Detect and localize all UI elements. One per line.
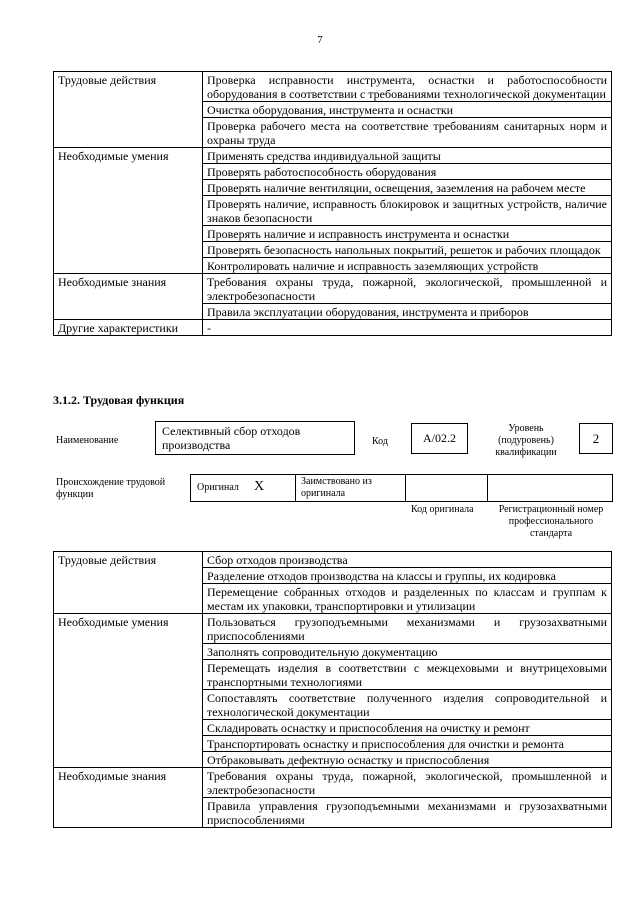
row-label: Необходимые знания [54, 768, 203, 828]
origin-label: Происхождение трудовой функции [56, 477, 166, 500]
origin-code-label: Код оригинала [411, 504, 474, 515]
row-label: Трудовые действия [54, 552, 203, 614]
row-item: Правила эксплуатации оборудования, инструмента и приборов [203, 304, 612, 320]
borrowed-label: Заимствовано из оригинала [301, 476, 372, 499]
table-row [54, 552, 612, 568]
row-item: Заполнять сопроводительную документацию [203, 644, 612, 660]
row-item: Очистка оборудования, инструмента и оснастки [203, 102, 612, 118]
row-item: Проверять наличие, исправность блокировок и защитных устройств, наличие знаков безопасности [203, 196, 612, 226]
reg-number-label: Регистрационный номер профессионального стандарта [498, 504, 604, 539]
row-item: Перемещать изделия в соответствии с межцеховыми и внутрицеховыми транспортными технологиями [203, 660, 612, 690]
row-item: Контролировать наличие и исправность заземляющих устройств [203, 258, 612, 274]
row-label: Необходимые умения [54, 148, 203, 274]
table-row [54, 72, 612, 102]
table-row [54, 274, 612, 304]
row-item: Проверять наличие и исправность инструмента и оснастки [203, 226, 612, 242]
name-box [155, 421, 355, 455]
labor-function-table-2 [53, 551, 612, 828]
table-row [54, 614, 612, 644]
row-item: Проверять работоспособность оборудования [203, 164, 612, 180]
table-row [54, 768, 612, 798]
section-title: 3.1.2. Трудовая функция [53, 393, 185, 407]
code-label: Код [372, 436, 388, 447]
row-item: Складировать оснастку и приспособления на очистку и ремонт [203, 720, 612, 736]
name-value: Селективный сбор отходов производства [162, 424, 301, 452]
row-label: Трудовые действия [54, 72, 203, 148]
level-label: Уровень (подуровень) квалификации [495, 423, 557, 458]
divider [295, 474, 296, 502]
row-item: Сбор отходов производства [203, 552, 612, 568]
divider [487, 474, 488, 502]
name-label: Наименование [56, 435, 119, 446]
row-item: Требования охраны труда, пожарной, экологической, промышленной и электробезопасности [203, 274, 612, 304]
row-item: Пользоваться грузоподъемными механизмами и грузозахватными приспособлениями [203, 614, 612, 644]
row-item: Разделение отходов производства на классы и группы, их кодировка [203, 568, 612, 584]
row-item: Проверка исправности инструмента, оснастки и работоспособности оборудования в соответствии с требованиями технологической документации [203, 72, 612, 102]
row-label: Другие характеристики [54, 320, 203, 336]
level-value: 2 [579, 423, 613, 454]
row-item: - [203, 320, 612, 336]
row-item: Отбраковывать дефектную оснастку и приспособления [203, 752, 612, 768]
row-item: Перемещение собранных отходов и разделенных по классам и группам к местам их упаковки, транспортировки и утилизации [203, 584, 612, 614]
code-value: А/02.2 [411, 423, 468, 454]
row-item: Применять средства индивидуальной защиты [203, 148, 612, 164]
row-label: Необходимые знания [54, 274, 203, 320]
row-item: Сопоставлять соответствие полученного изделия сопроводительной и технологической документации [203, 690, 612, 720]
row-item: Проверка рабочего места на соответствие требованиям санитарных норм и охраны труда [203, 118, 612, 148]
row-item: Проверять безопасность напольных покрытий, решеток и рабочих площадок [203, 242, 612, 258]
page-number: 7 [317, 34, 323, 46]
divider [405, 474, 406, 502]
table-row [54, 148, 612, 164]
original-mark: Х [254, 479, 265, 494]
row-label: Необходимые умения [54, 614, 203, 768]
row-item: Требования охраны труда, пожарной, экологической, промышленной и электробезопасности [203, 768, 612, 798]
labor-function-table-1 [53, 71, 612, 336]
table-row [54, 320, 612, 336]
row-item: Транспортировать оснастку и приспособления для очистки и ремонта [203, 736, 612, 752]
original-label: Оригинал [197, 482, 239, 493]
row-item: Проверять наличие вентиляции, освещения, заземления на рабочем месте [203, 180, 612, 196]
row-item: Правила управления грузоподъемными механизмами и грузозахватными приспособлениями [203, 798, 612, 828]
